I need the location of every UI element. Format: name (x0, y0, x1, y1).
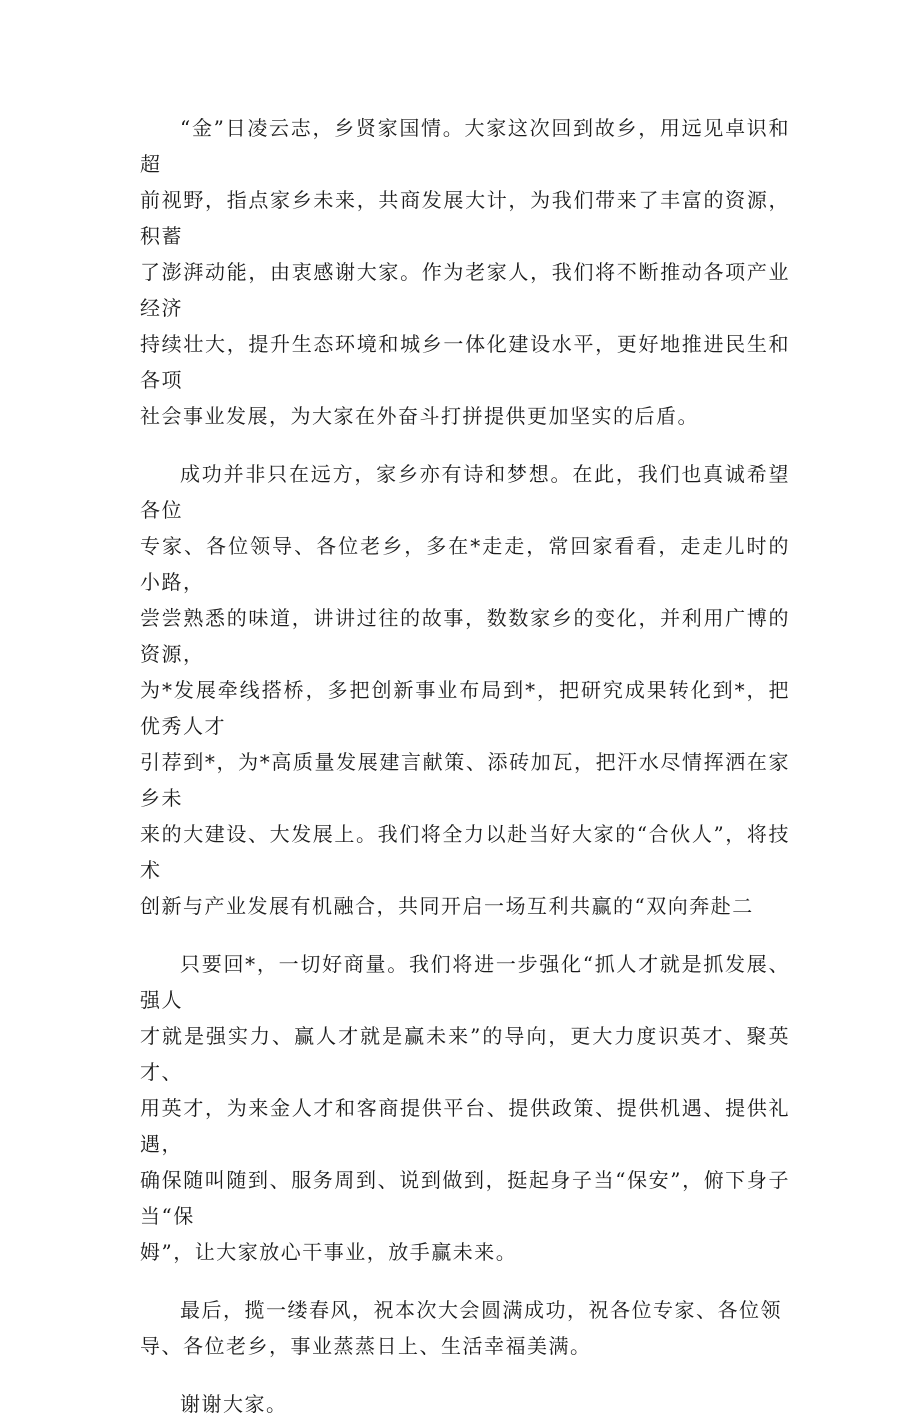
text-line: 姆”，让大家放心干事业，放手赢未来。 (140, 1240, 518, 1264)
paragraph-2 (140, 456, 790, 924)
text-line: 只要回*，一切好商量。我们将进一步强化“抓人才就是抓发展、强人 (140, 952, 790, 1012)
text-line: 导、各位老乡，事业蒸蒸日上、生活幸福美满。 (140, 1334, 592, 1358)
paragraph-3 (140, 946, 790, 1270)
paragraph-5 (140, 1386, 790, 1422)
text-line: 才就是强实力、赢人才就是赢未来”的导向，更大力度识英才、聚英才、 (140, 1024, 790, 1084)
text-line: 成功并非只在远方，家乡亦有诗和梦想。在此，我们也真诚希望各位 (140, 462, 790, 522)
text-line: 引荐到*，为*高质量发展建言献策、添砖加瓦，把汗水尽情挥洒在家乡未 (140, 750, 790, 810)
text-line: 持续壮大，提升生态环境和城乡一体化建设水平，更好地推进民生和各项 (140, 332, 790, 392)
text-line: 确保随叫随到、服务周到、说到做到，挺起身子当“保安”，俯下身子当“保 (140, 1168, 790, 1228)
text-line: 社会事业发展，为大家在外奋斗打拼提供更加坚实的后盾。 (140, 404, 699, 428)
text-line: 专家、各位领导、各位老乡，多在*走走，常回家看看，走走儿时的小路， (140, 534, 790, 594)
text-line: 了澎湃动能，由衷感谢大家。作为老家人，我们将不断推动各项产业经济 (140, 260, 790, 320)
text-line: 用英才，为来金人才和客商提供平台、提供政策、提供机遇、提供礼遇， (140, 1096, 790, 1156)
document-body (140, 110, 790, 1422)
paragraph-4 (140, 1292, 790, 1364)
text-line: 创新与产业发展有机融合，共同开启一场互利共赢的“双向奔赴二 (140, 894, 754, 918)
text-line: 为*发展牵线搭桥，多把创新事业布局到*，把研究成果转化到*，把优秀人才 (140, 678, 790, 738)
text-line: 前视野，指点家乡未来，共商发展大计，为我们带来了丰富的资源，积蓄 (140, 188, 790, 248)
text-line: 来的大建设、大发展上。我们将全力以赴当好大家的“合伙人”，将技术 (140, 822, 790, 882)
paragraph-1 (140, 110, 790, 434)
text-line: 最后，揽一缕春风，祝本次大会圆满成功，祝各位专家、各位领 (180, 1298, 782, 1322)
text-line: 尝尝熟悉的味道，讲讲过往的故事，数数家乡的变化，并利用广博的资源， (140, 606, 790, 666)
text-line: 谢谢大家。 (180, 1392, 288, 1416)
text-line: “金”日凌云志，乡贤家国情。大家这次回到故乡，用远见卓识和超 (140, 116, 790, 176)
